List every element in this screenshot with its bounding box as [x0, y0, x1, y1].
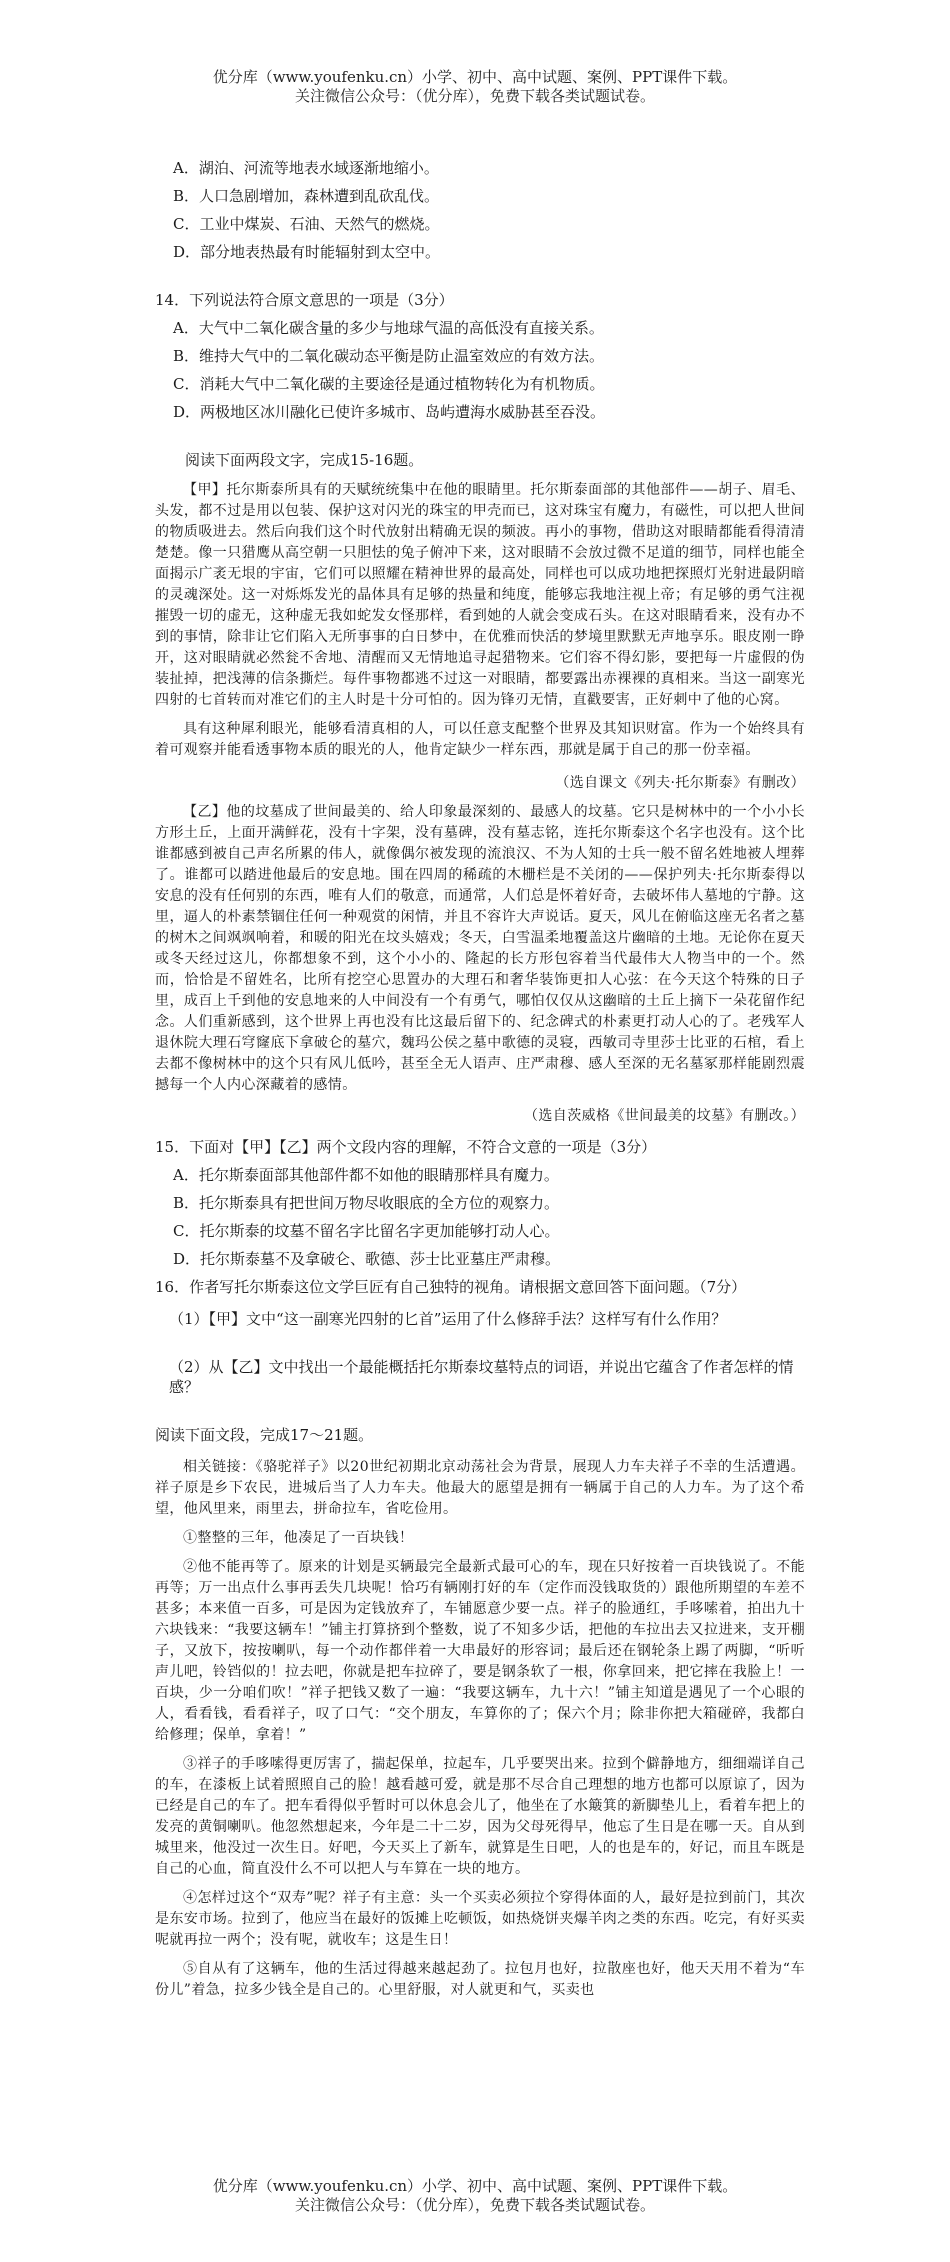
passage-jia-source: （选自课文《列夫·托尔斯泰》有删改） [555, 775, 805, 791]
document-body [155, 158, 805, 2001]
novel-para-5: ⑤自从有了这辆车，他的生活过得越来越起劲了。拉包月也好，拉散座也好，他天天用不着为“车份儿”着急，拉多少钱全是自己的。心里舒服，对人就更和气，买卖也 [155, 1961, 805, 1998]
passage-yi-source: （选自茨威格《世间最美的坟墓》有删改。） [524, 1108, 805, 1124]
page-header [0, 68, 950, 106]
novel-para-3: ③祥子的手哆嗦得更厉害了，揣起保单，拉起车，几乎要哭出来。拉到个僻静地方，细细端详自己的车，在漆板上试着照照自己的脸！越看越可爱，就是那不尽合自己理想的地方也都可以原谅了，因为已经是自己的车了。把车看得似乎暂时可以休息会儿了，他坐在了水簸箕的新脚垫儿上，看着车把上的发亮的黄铜喇叭。他忽然想起来，今年是二十二岁，因为父母死得早，他忘了生日是在哪一天。自从到城里来，他没过一次生日。好吧，今天买上了新车，就算是生日吧，人的也是车的，好记，而且车既是自己的心血，简直没什么不可以把人与车算在一块的地方。 [155, 1756, 805, 1877]
footer-line-2: 关注微信公众号：（优分库），免费下载各类试题试卷。 [294, 2196, 655, 2214]
q14-option-a: A．大气中二氧化碳含量的多少与地球气温的高低没有直接关系。 [173, 319, 604, 337]
reading1-intro: 阅读下面两段文字，完成15-16题。 [185, 451, 424, 469]
q16-sub-1: （1）【甲】文中“这一副寒光四射的匕首”运用了什么修辞手法？这样写有什么作用？ [169, 1310, 727, 1328]
reading2-intro: 阅读下面文段，完成17～21题。 [155, 1426, 374, 1444]
q16-sub-2: （2）从【乙】文中找出一个最能概括托尔斯泰坟墓特点的词语，并说出它蕴含了作者怎样的情感？ [169, 1358, 794, 1396]
novel-para-4: ④怎样过这个“双寿”呢？祥子有主意：头一个买卖必须拉个穿得体面的人，最好是拉到前门，其次是东安市场。拉到了，他应当在最好的饭摊上吃顿饭，如热烧饼夹爆羊肉之类的东西。吃完，有好买卖呢就再拉一两个；没有呢，就收车；这是生日！ [155, 1890, 805, 1948]
q14-option-b: B．维持大气中的二氧化碳动态平衡是防止温室效应的有效方法。 [173, 347, 605, 365]
q15-stem: 15．下面对【甲】【乙】两个文段内容的理解，不符合文意的一项是（3分） [155, 1138, 657, 1156]
q14-stem: 14．下列说法符合原文意思的一项是（3分） [155, 291, 454, 309]
page-footer [0, 2177, 950, 2215]
q15-option-b: B．托尔斯泰具有把世间万物尽收眼底的全方位的观察力。 [173, 1194, 560, 1212]
footer-line-1: 优分库（www.youfenku.cn）小学、初中、高中试题、案例、PPT课件下载。 [212, 2177, 738, 2195]
header-line-2: 关注微信公众号：（优分库），免费下载各类试题试卷。 [294, 87, 655, 105]
novel-para-2: ②他不能再等了。原来的计划是买辆最完全最新式最可心的车，现在只好按着一百块钱说了。不能再等；万一出点什么事再丢失几块呢！恰巧有辆刚打好的车（定作而没钱取货的）跟他所期望的车差不甚多；本来值一百多，可是因为定钱放弃了，车铺愿意少要一点。祥子的脸通红，手哆嗦着，拍出九十六块钱来：“我要这辆车！”铺主打算挤到个整数，说了不知多少话，把他的车拉出去又拉进来，支开棚子，又放下，按按喇叭，每一个动作都伴着一大串最好的形容词；最后还在钢轮条上踢了两脚，“听听声儿吧，铃铛似的！拉去吧，你就是把车拉碎了，要是钢条软了一根，你拿回来，把它摔在我脸上！一百块，少一分咱们吹！”祥子把钱又数了一遍：“我要这辆车，九十六！”铺主知道是遇见了一个心眼的人，看看钱，看看祥子，叹了口气：“交个朋友，车算你的了；保六个月；除非你把大箱碰碎，我都白给修理；保单，拿着！” [155, 1559, 805, 1743]
q16-stem: 16．作者写托尔斯泰这位文学巨匠有自己独特的视角。请根据文意回答下面问题。（7分） [155, 1278, 747, 1296]
header-line-1: 优分库（www.youfenku.cn）小学、初中、高中试题、案例、PPT课件下载。 [212, 68, 738, 86]
passage-yi-para-1: 【乙】他的坟墓成了世间最美的、给人印象最深刻的、最感人的坟墓。它只是树林中的一个小小长方形土丘，上面开满鲜花，没有十字架，没有墓碑，没有墓志铭，连托尔斯泰这个名字也没有。这个比谁都感到被自己声名所累的伟人，就像偶尔被发现的流浪汉、不为人知的士兵一般不留名姓地被人埋葬了。谁都可以踏进他最后的安息地。围在四周的稀疏的木栅栏是不关闭的——保护列夫·托尔斯泰得以安息的没有任何别的东西，唯有人们的敬意，而通常，人们总是怀着好奇，去破坏伟人墓地的宁静。这里，逼人的朴素禁锢住任何一种观赏的闲情，并且不容许大声说话。夏天，风儿在俯临这座无名者之墓的树木之间飒飒响着，和暖的阳光在坟头嬉戏；冬天，白雪温柔地覆盖这片幽暗的土地。无论你在夏天或冬天经过这儿，你都想象不到，这个小小的、隆起的长方形包容着当代最伟大人物当中的一个。然而，恰恰是不留姓名，比所有挖空心思置办的大理石和奢华装饰更扣人心弦：在今天这个特殊的日子里，成百上千到他的安息地来的人中间没有一个有勇气，哪怕仅仅从这幽暗的土丘上摘下一朵花留作纪念。人们重新感到，这个世界上再也没有比这最后留下的、纪念碑式的朴素更打动人心的了。老残军人退休院大理石穹窿底下拿破仑的墓穴，魏玛公侯之墓中歌德的灵寝，西敏司寺里莎士比亚的石棺，看上去都不像树林中的这个只有风儿低吟，甚至全无人语声、庄严肃穆、感人至深的无名墓冢那样能剧烈震撼每一个人内心深藏着的感情。 [155, 804, 805, 1093]
q13-option-a: A．湖泊、河流等地表水域逐渐地缩小。 [173, 159, 439, 177]
q13-option-b: B．人口急剧增加，森林遭到乱砍乱伐。 [173, 187, 440, 205]
q15-option-d: D．托尔斯泰墓不及拿破仑、歌德、莎士比亚墓庄严肃穆。 [173, 1250, 561, 1268]
q15-option-c: C．托尔斯泰的坟墓不留名字比留名字更加能够打动人心。 [173, 1222, 560, 1240]
passage-jia-para-2: 具有这种犀利眼光，能够看清真相的人，可以任意支配整个世界及其知识财富。作为一个始终具有着可观察并能看透事物本质的眼光的人，他肯定缺少一样东西，那就是属于自己的那一份幸福。 [155, 721, 805, 758]
q13-option-c: C．工业中煤炭、石油、天然气的燃烧。 [173, 215, 440, 233]
passage-jia-para-1: 【甲】托尔斯泰所具有的天赋统统集中在他的眼睛里。托尔斯泰面部的其他部件——胡子、眉毛、头发，都不过是用以包装、保护这对闪光的珠宝的甲壳而已，这对珠宝有魔力，有磁性，可以把人世间的物质吸进去。然后向我们这个时代放射出精确无误的频波。再小的事物，借助这对眼睛都能看得清清楚楚。像一只猎鹰从高空朝一只胆怯的兔子俯冲下来，这对眼睛不会放过微不足道的细节，同样也能全面揭示广袤无垠的宇宙，它们可以照耀在精神世界的最高处，同样也可以成功地把探照灯光射进最阴暗的灵魂深处。这一对烁烁发光的晶体具有足够的热量和纯度，能够忘我地注视上帝；有足够的勇气注视摧毁一切的虚无，这种虚无我如蛇发女怪那样，看到她的人就会变成石头。在这对眼睛看来，没有办不到的事情，除非让它们陷入无所事事的白日梦中，在优雅而快活的梦境里默默无声地享乐。眼皮刚一睁开，这对眼睛就必然瓮不舍地、清醒而又无情地追寻起猎物来。它们容不得幻影，要把每一片虚假的伪装扯掉，把浅薄的信条撕烂。每件事物都逃不过这一对眼睛，都要露出赤裸裸的真相来。当这一副寒光四射的七首转而对准它们的主人时是十分可怕的。因为锋刃无情，直戳要害，正好刺中了他的心窝。 [155, 482, 805, 708]
q15-option-a: A．托尔斯泰面部其他部件都不如他的眼睛那样具有魔力。 [173, 1166, 559, 1184]
q14-option-c: C．消耗大气中二氧化碳的主要途径是通过植物转化为有机物质。 [173, 375, 605, 393]
q14-option-d: D．两极地区冰川融化已使许多城市、岛屿遭海水威胁甚至吞没。 [173, 403, 606, 421]
q13-option-d: D．部分地表热最有时能辐射到太空中。 [173, 243, 441, 261]
novel-para-1: ①整整的三年，他凑足了一百块钱！ [183, 1530, 414, 1546]
related-link-para: 相关链接：《骆驼祥子》以20世纪初期北京动荡社会为背景，展现人力车夫祥子不幸的生活遭遇。祥子原是乡下农民，进城后当了人力车夫。他最大的愿望是拥有一辆属于自己的人力车。为了这个希望，他风里来，雨里去，拼命拉车，省吃俭用。 [155, 1459, 805, 1517]
